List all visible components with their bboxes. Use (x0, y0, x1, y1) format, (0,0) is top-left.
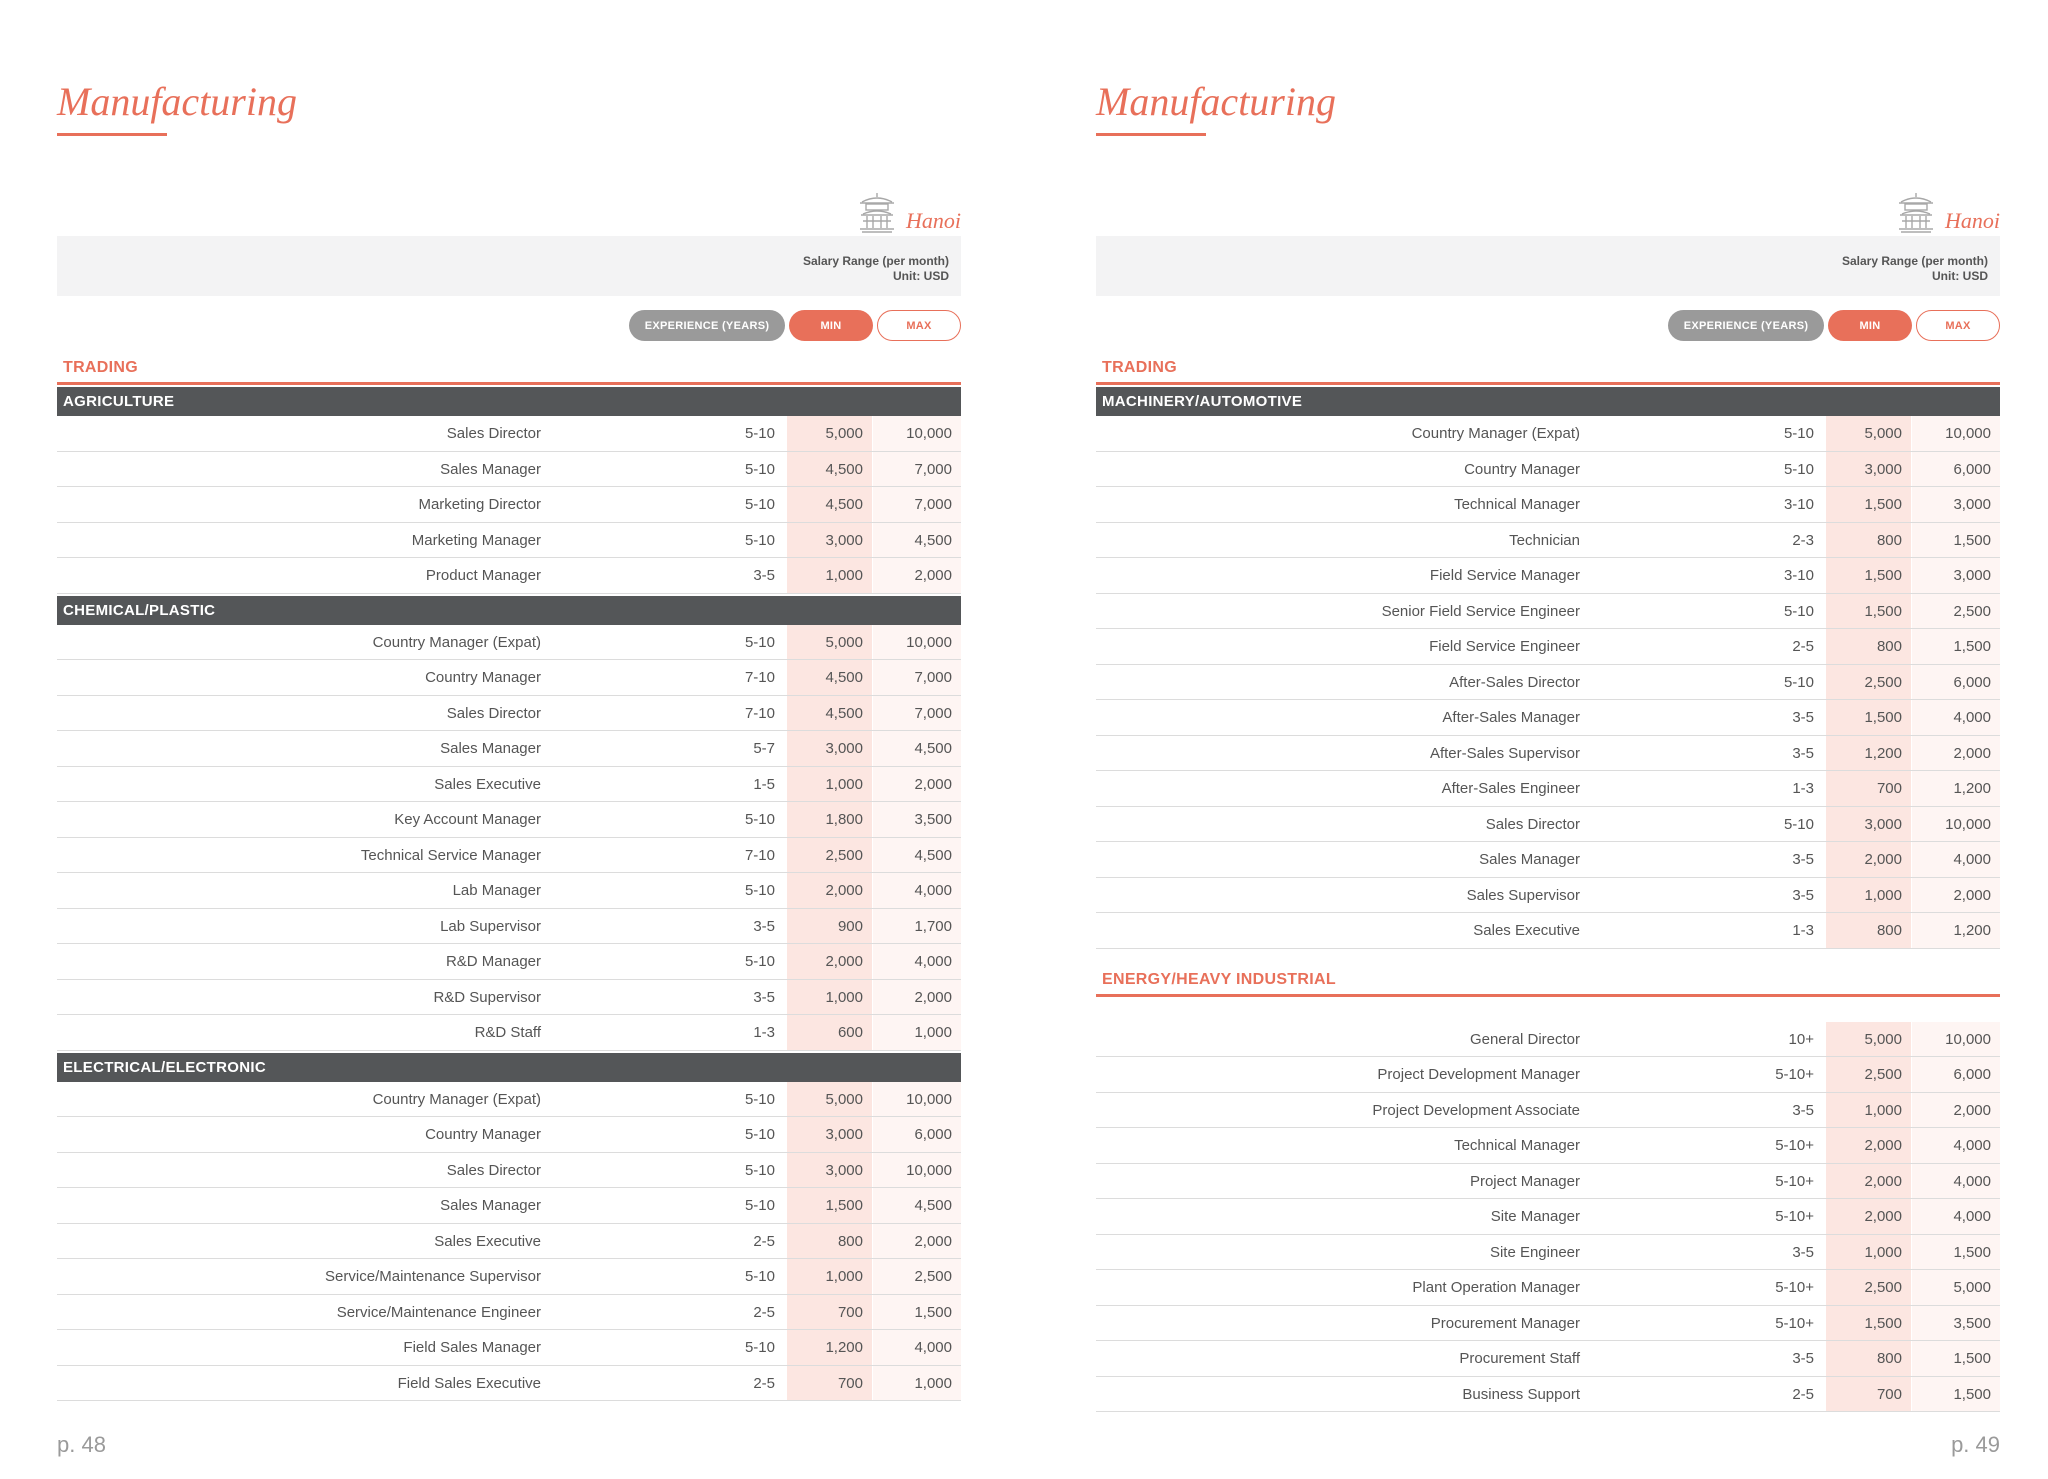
salary-min: 800 (837, 1232, 863, 1250)
salary-min: 4,500 (825, 704, 863, 722)
table-row (57, 696, 961, 732)
salary-max: 4,500 (914, 846, 952, 864)
city-name: Hanoi (906, 208, 961, 233)
experience-years: 5-10 (1783, 673, 1814, 691)
salary-min: 700 (1876, 780, 1902, 797)
table-row (1096, 771, 2000, 807)
salary-max: 4,500 (914, 740, 952, 757)
table-row (57, 1224, 961, 1260)
salary-max: 10,000 (906, 1090, 952, 1108)
salary-max: 4,500 (914, 1197, 952, 1214)
salary-max: 2,500 (1953, 602, 1991, 620)
salary-max: 1,200 (1953, 780, 1991, 797)
table-row (57, 731, 961, 767)
page-title: Manufacturing (57, 79, 297, 124)
salary-min: 4,500 (825, 496, 863, 513)
salary-max: 10,000 (1945, 425, 1991, 442)
experience-years: 3-5 (1792, 1101, 1814, 1119)
salary-max: 1,000 (914, 1374, 952, 1392)
salary-min: 2,500 (1864, 1279, 1902, 1296)
job-title: After-Sales Engineer (1441, 780, 1580, 797)
job-title: Technical Manager (1454, 1137, 1580, 1154)
salary-min: 2,500 (825, 846, 863, 864)
salary-min: 1,000 (825, 988, 863, 1006)
section-heading: TRADING (1096, 353, 2000, 385)
job-title: Project Manager (1469, 1172, 1580, 1190)
salary-min: 2,500 (1864, 673, 1902, 691)
table-row (57, 660, 961, 696)
job-title: Lab Supervisor (440, 917, 541, 935)
max-pill: MAX (1916, 310, 2000, 341)
job-title: Sales Supervisor (1466, 886, 1580, 904)
experience-years: 3-5 (1792, 744, 1814, 762)
salary-max: 10,000 (906, 633, 952, 651)
experience-years: 5-10 (744, 633, 775, 651)
salary-min: 800 (1876, 922, 1902, 939)
salary-max: 1,500 (914, 1303, 952, 1321)
experience-years: 5-10 (744, 1339, 775, 1356)
job-title: Sales Executive (1473, 922, 1580, 939)
page-title: Manufacturing (1096, 79, 1336, 124)
salary-max: 1,700 (914, 917, 952, 935)
table-row (1096, 1306, 2000, 1342)
experience-years: 3-10 (1783, 496, 1814, 513)
experience-pill: EXPERIENCE (YEARS) (1668, 310, 1824, 341)
experience-years: 5-7 (753, 740, 775, 757)
table-row (57, 1295, 961, 1331)
salary-range-header (1096, 236, 2000, 296)
table-row (57, 416, 961, 452)
salary-min: 1,500 (1864, 602, 1902, 620)
job-title: Product Manager (425, 567, 541, 584)
table-row (1096, 1199, 2000, 1235)
job-title: Country Manager (425, 1126, 541, 1143)
unit-label: Unit: USD (893, 269, 949, 283)
title-underline (57, 133, 167, 136)
salary-min: 2,000 (1864, 1208, 1902, 1225)
experience-years: 5-10 (744, 1090, 775, 1108)
experience-pill: EXPERIENCE (YEARS) (629, 310, 785, 341)
salary-max: 3,500 (1953, 1314, 1991, 1332)
salary-max: 4,000 (1953, 1208, 1991, 1225)
experience-years: 3-5 (1792, 1350, 1814, 1367)
salary-max: 3,500 (914, 811, 952, 828)
salary-range-label: Salary Range (per month) (802, 254, 949, 268)
pagoda-icon (1897, 192, 1935, 234)
experience-years: 5-10 (744, 811, 775, 828)
experience-years: 7-10 (744, 846, 775, 864)
salary-max: 4,500 (914, 531, 952, 549)
table-row (57, 1117, 961, 1153)
experience-years: 3-10 (1783, 567, 1814, 584)
salary-max: 6,000 (1953, 673, 1991, 691)
experience-years: 5-10 (744, 496, 775, 513)
salary-max: 4,000 (1953, 1137, 1991, 1154)
salary-min: 3,000 (825, 1161, 863, 1179)
page-number: p. 48 (57, 1432, 106, 1457)
experience-years: 3-5 (1792, 1243, 1814, 1261)
job-title: Sales Executive (434, 1232, 541, 1250)
experience-years: 5-10+ (1775, 1066, 1814, 1083)
title-underline (1096, 133, 1206, 136)
job-title: Procurement Manager (1430, 1314, 1580, 1332)
experience-years: 5-10+ (1775, 1314, 1814, 1332)
job-title: Plant Operation Manager (1412, 1279, 1580, 1296)
table-row (57, 625, 961, 661)
salary-min: 3,000 (825, 740, 863, 757)
job-title: R&D Staff (474, 1024, 541, 1041)
salary-min: 5,000 (825, 633, 863, 651)
salary-max: 5,000 (1953, 1279, 1991, 1296)
salary-min: 5,000 (825, 425, 863, 442)
experience-years: 2-5 (753, 1374, 775, 1392)
salary-min: 1,000 (825, 567, 863, 584)
salary-max: 4,000 (1953, 709, 1991, 726)
table-row (1096, 452, 2000, 488)
job-title: Sales Manager (440, 740, 541, 757)
table-row (1096, 1270, 2000, 1306)
category-heading: CHEMICAL/PLASTIC (57, 596, 961, 625)
salary-max: 3,000 (1953, 496, 1991, 513)
salary-table (1096, 353, 2000, 1412)
experience-years: 5-10 (744, 531, 775, 549)
salary-max: 4,000 (1953, 851, 1991, 868)
right-page (1096, 0, 2000, 1479)
salary-max: 4,000 (1953, 1172, 1991, 1190)
salary-min: 4,500 (825, 669, 863, 686)
column-legend (629, 310, 961, 341)
unit-label: Unit: USD (1932, 269, 1988, 283)
salary-range-header (57, 236, 961, 296)
table-row (1096, 1377, 2000, 1413)
job-title: Sales Manager (440, 460, 541, 478)
city-name: Hanoi (1945, 208, 2000, 233)
salary-max: 2,000 (1953, 886, 1991, 904)
experience-years: 7-10 (744, 669, 775, 686)
salary-max: 7,000 (914, 496, 952, 513)
salary-min: 3,000 (825, 1126, 863, 1143)
table-row (57, 909, 961, 945)
section-gap (1096, 949, 2000, 965)
min-pill: MIN (1828, 310, 1912, 341)
salary-max: 6,000 (914, 1126, 952, 1143)
job-title: Technical Service Manager (360, 846, 541, 864)
experience-years: 1-3 (1792, 922, 1814, 939)
category-heading: AGRICULTURE (57, 387, 961, 416)
salary-min: 1,500 (1864, 1314, 1902, 1332)
table-row (1096, 1128, 2000, 1164)
table-row (57, 944, 961, 980)
salary-min: 1,800 (825, 811, 863, 828)
salary-min: 2,000 (1864, 1172, 1902, 1190)
salary-max: 1,000 (914, 1024, 952, 1041)
experience-years: 5-10+ (1775, 1208, 1814, 1225)
salary-min: 1,500 (1864, 496, 1902, 513)
salary-min: 3,000 (1864, 815, 1902, 833)
job-title: Sales Manager (440, 1197, 541, 1214)
salary-min: 1,000 (825, 775, 863, 793)
experience-years: 2-3 (1792, 531, 1814, 549)
experience-years: 2-5 (1792, 638, 1814, 655)
table-row (57, 838, 961, 874)
salary-max: 3,000 (1953, 567, 1991, 584)
table-row (1096, 700, 2000, 736)
salary-min: 1,500 (825, 1197, 863, 1214)
category-heading: ELECTRICAL/ELECTRONIC (57, 1053, 961, 1082)
job-title: After-Sales Manager (1442, 709, 1580, 726)
job-title: General Director (1469, 1030, 1580, 1048)
experience-years: 3-5 (753, 917, 775, 935)
salary-min: 2,000 (825, 882, 863, 899)
salary-max: 1,500 (1953, 638, 1991, 655)
job-title: Technical Manager (1454, 496, 1580, 513)
job-title: Project Development Associate (1372, 1101, 1580, 1119)
job-title: Field Service Manager (1429, 567, 1580, 584)
job-title: Business Support (1462, 1385, 1580, 1403)
experience-years: 5-10 (744, 1126, 775, 1143)
table-row (1096, 1164, 2000, 1200)
salary-max: 1,500 (1953, 1385, 1991, 1403)
table-row (57, 1366, 961, 1402)
experience-years: 3-5 (1792, 851, 1814, 868)
salary-min: 1,200 (1864, 744, 1902, 762)
experience-years: 3-5 (1792, 886, 1814, 904)
job-title: Service/Maintenance Engineer (336, 1303, 541, 1321)
experience-years: 5-10+ (1775, 1279, 1814, 1296)
experience-years: 2-5 (1792, 1385, 1814, 1403)
salary-min: 1,000 (1864, 1101, 1902, 1119)
salary-max: 2,000 (914, 988, 952, 1006)
table-row (57, 980, 961, 1016)
salary-max: 6,000 (1953, 1066, 1991, 1083)
job-title: Sales Executive (434, 775, 541, 793)
salary-max: 1,500 (1953, 531, 1991, 549)
salary-table (57, 353, 961, 1401)
table-row (1096, 665, 2000, 701)
salary-max: 10,000 (906, 425, 952, 442)
salary-max: 1,500 (1953, 1243, 1991, 1261)
category-heading: MACHINERY/AUTOMOTIVE (1096, 387, 2000, 416)
table-row (57, 1188, 961, 1224)
job-title: Country Manager (Expat) (372, 633, 541, 651)
experience-years: 3-5 (753, 567, 775, 584)
max-pill: MAX (877, 310, 961, 341)
salary-min: 2,000 (825, 953, 863, 970)
job-title: Country Manager (Expat) (1411, 425, 1580, 442)
table-row (1096, 842, 2000, 878)
experience-years: 3-5 (753, 988, 775, 1006)
job-title: Country Manager (425, 669, 541, 686)
salary-min: 700 (1876, 1385, 1902, 1403)
salary-max: 7,000 (914, 669, 952, 686)
section-heading: TRADING (57, 353, 961, 385)
table-row (1096, 629, 2000, 665)
experience-years: 7-10 (744, 704, 775, 722)
table-row (57, 767, 961, 803)
experience-years: 5-10+ (1775, 1137, 1814, 1154)
job-title: Field Service Engineer (1429, 638, 1580, 655)
salary-max: 10,000 (906, 1161, 952, 1179)
table-row (57, 802, 961, 838)
salary-max: 10,000 (1945, 1030, 1991, 1048)
job-title: Marketing Director (418, 496, 541, 513)
job-title: Sales Director (446, 425, 541, 442)
column-legend (1668, 310, 2000, 341)
salary-max: 6,000 (1953, 460, 1991, 478)
job-title: Field Sales Executive (397, 1374, 541, 1392)
table-row (57, 1330, 961, 1366)
table-row (57, 1259, 961, 1295)
job-title: Country Manager (1464, 460, 1580, 478)
experience-years: 1-3 (753, 1024, 775, 1041)
job-title: Country Manager (Expat) (372, 1090, 541, 1108)
salary-max: 4,000 (914, 953, 952, 970)
table-row (1096, 913, 2000, 949)
experience-years: 5-10 (1783, 602, 1814, 620)
salary-max: 1,200 (1953, 922, 1991, 939)
table-row (1096, 594, 2000, 630)
table-row (1096, 1235, 2000, 1271)
experience-years: 5-10 (1783, 460, 1814, 478)
city-label (858, 190, 961, 234)
pagoda-icon (858, 192, 896, 234)
experience-years: 5-10 (744, 1197, 775, 1214)
salary-max: 2,000 (914, 775, 952, 793)
salary-max: 7,000 (914, 460, 952, 478)
table-row (57, 1015, 961, 1051)
table-row (1096, 736, 2000, 772)
salary-min: 2,000 (1864, 1137, 1902, 1154)
salary-min: 800 (1876, 638, 1902, 655)
job-title: Sales Director (1485, 815, 1580, 833)
job-title: R&D Supervisor (433, 988, 541, 1006)
salary-max: 7,000 (914, 704, 952, 722)
experience-years: 5-10 (1783, 425, 1814, 442)
experience-years: 5-10 (1783, 815, 1814, 833)
salary-min: 4,500 (825, 460, 863, 478)
salary-max: 2,000 (1953, 744, 1991, 762)
experience-years: 5-10 (744, 1161, 775, 1179)
table-row (57, 558, 961, 594)
salary-min: 1,000 (1864, 1243, 1902, 1261)
salary-max: 4,000 (914, 1339, 952, 1356)
salary-min: 5,000 (825, 1090, 863, 1108)
table-row (1096, 416, 2000, 452)
experience-years: 2-5 (753, 1232, 775, 1250)
salary-max: 2,000 (914, 1232, 952, 1250)
salary-max: 2,000 (1953, 1101, 1991, 1119)
experience-years: 5-10 (744, 1268, 775, 1285)
salary-min: 600 (837, 1024, 863, 1041)
experience-years: 2-5 (753, 1303, 775, 1321)
salary-min: 800 (1876, 1350, 1902, 1367)
salary-min: 800 (1876, 531, 1902, 549)
experience-years: 5-10 (744, 460, 775, 478)
job-title: Key Account Manager (394, 811, 541, 828)
job-title: Sales Director (446, 1161, 541, 1179)
salary-min: 1,200 (825, 1339, 863, 1356)
salary-max: 4,000 (914, 882, 952, 899)
salary-min: 700 (837, 1303, 863, 1321)
table-row (1096, 807, 2000, 843)
salary-min: 1,000 (1864, 886, 1902, 904)
table-row (1096, 1341, 2000, 1377)
job-title: Technician (1509, 531, 1580, 549)
table-row (1096, 487, 2000, 523)
job-title: Site Manager (1490, 1208, 1580, 1225)
experience-years: 10+ (1788, 1030, 1814, 1048)
page-number: p. 49 (1951, 1432, 2000, 1457)
experience-years: 5-10+ (1775, 1172, 1814, 1190)
job-title: After-Sales Supervisor (1429, 744, 1580, 762)
table-row (1096, 1093, 2000, 1129)
job-title: Project Development Manager (1377, 1066, 1580, 1083)
category-spacer (1096, 997, 2000, 1022)
salary-min: 2,500 (1864, 1066, 1902, 1083)
salary-min: 700 (837, 1374, 863, 1392)
experience-years: 5-10 (744, 953, 775, 970)
salary-max: 10,000 (1945, 815, 1991, 833)
min-pill: MIN (789, 310, 873, 341)
salary-min: 1,000 (825, 1268, 863, 1285)
table-row (1096, 523, 2000, 559)
job-title: Site Engineer (1489, 1243, 1580, 1261)
table-row (57, 1082, 961, 1118)
job-title: Field Sales Manager (403, 1339, 541, 1356)
salary-max: 2,000 (914, 567, 952, 584)
table-row (57, 523, 961, 559)
job-title: Lab Manager (452, 882, 541, 899)
table-row (1096, 878, 2000, 914)
table-row (1096, 1057, 2000, 1093)
experience-years: 1-3 (1792, 780, 1814, 797)
left-page (57, 0, 961, 1479)
salary-min: 1,500 (1864, 709, 1902, 726)
table-row (57, 1153, 961, 1189)
salary-min: 3,000 (825, 531, 863, 549)
section-heading: ENERGY/HEAVY INDUSTRIAL (1096, 965, 2000, 997)
salary-min: 5,000 (1864, 1030, 1902, 1048)
salary-min: 5,000 (1864, 425, 1902, 442)
job-title: Sales Manager (1479, 851, 1580, 868)
experience-years: 5-10 (744, 425, 775, 442)
job-title: Service/Maintenance Supervisor (325, 1268, 541, 1285)
table-row (57, 873, 961, 909)
job-title: Procurement Staff (1459, 1350, 1580, 1367)
table-row (1096, 1022, 2000, 1058)
experience-years: 5-10 (744, 882, 775, 899)
experience-years: 1-5 (753, 775, 775, 793)
table-row (1096, 558, 2000, 594)
job-title: Marketing Manager (411, 531, 541, 549)
salary-range-label: Salary Range (per month) (1841, 254, 1988, 268)
table-row (57, 487, 961, 523)
salary-min: 1,500 (1864, 567, 1902, 584)
job-title: Senior Field Service Engineer (1381, 602, 1580, 620)
salary-min: 3,000 (1864, 460, 1902, 478)
job-title: Sales Director (446, 704, 541, 722)
city-label (1897, 190, 2000, 234)
job-title: After-Sales Director (1449, 673, 1580, 691)
job-title: R&D Manager (445, 953, 541, 970)
salary-max: 2,500 (914, 1268, 952, 1285)
salary-min: 900 (837, 917, 863, 935)
salary-max: 1,500 (1953, 1350, 1991, 1367)
table-row (57, 452, 961, 488)
salary-min: 2,000 (1864, 851, 1902, 868)
experience-years: 3-5 (1792, 709, 1814, 726)
